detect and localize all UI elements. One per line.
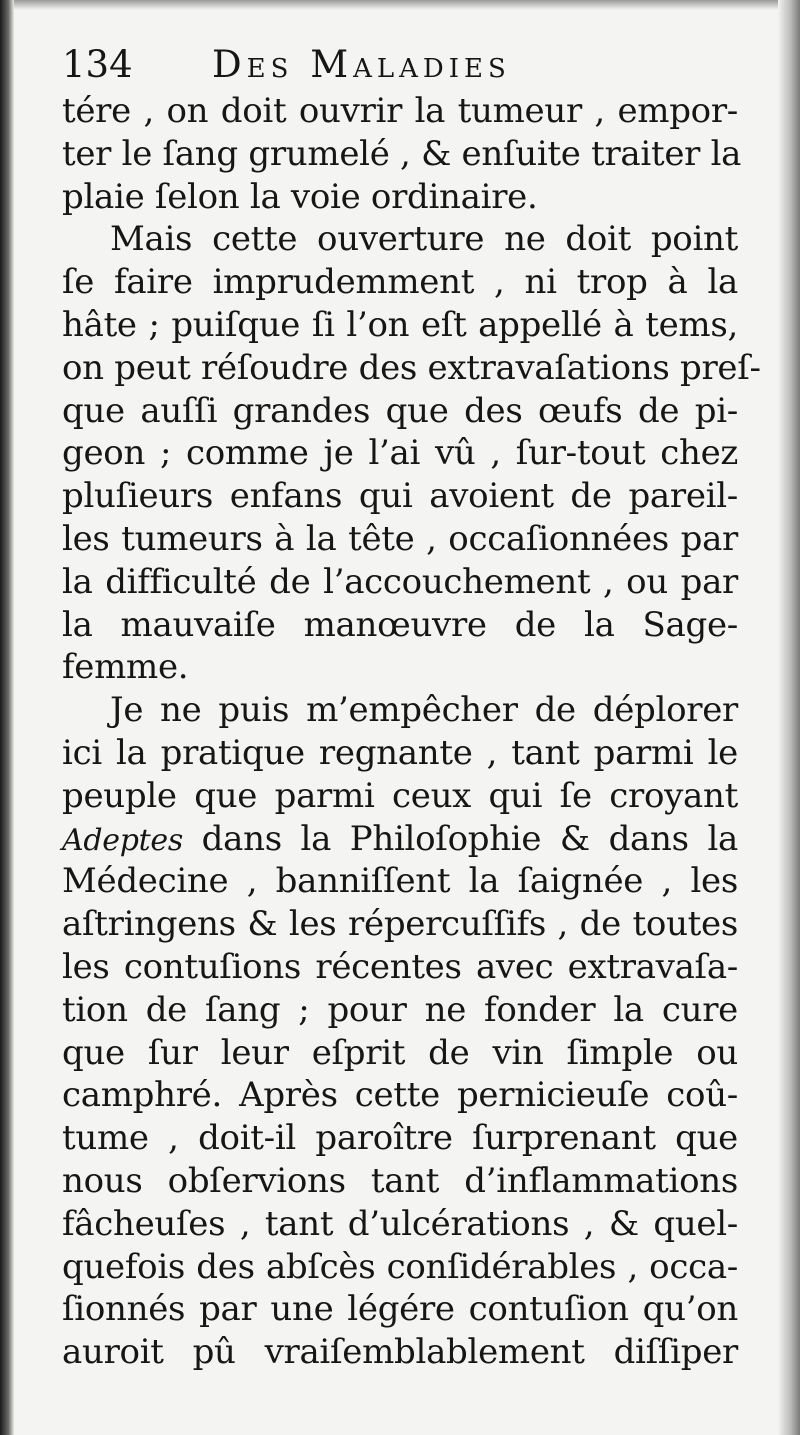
text-line-18 <box>62 818 738 861</box>
page-edge-right <box>778 0 800 1435</box>
text-line-17: peuple que parmi ceux qui ſe croyant <box>62 775 738 816</box>
text-line-1: tére , on doit ouvrir la tumeur , empor- <box>62 91 738 131</box>
text-line-23: que ſur leur eſprit de vin ſimple ou <box>62 1032 738 1073</box>
text-line-11: les tumeurs à la tête , occaſionnées par <box>62 518 738 559</box>
text-line-3: plaie ſelon la voie ordinaire. <box>62 176 538 217</box>
text-line-8: que auſſi grandes que des œufs de pi- <box>62 390 738 431</box>
text-line-12: la difficulté de l’accouchement , ou par <box>62 561 738 602</box>
text-line-4: Mais cette ouverture ne doit point <box>110 219 738 260</box>
text-line-16: ici la pratique regnante , tant parmi le <box>62 732 738 773</box>
text-line-10: pluſieurs enfans qui avoient de pareil- <box>62 476 738 517</box>
text-line-22: tion de ſang ; pour ne fonder la cure <box>62 989 738 1030</box>
text-line-7: on peut réſoudre des extravaſations preſ- <box>62 347 761 388</box>
page-edge-left <box>0 0 14 1435</box>
text-line-18-rest: dans la Philoſophie & dans la <box>201 818 739 859</box>
running-header <box>62 40 738 90</box>
text-line-29: ſionnés par une légére contuſion qu’on <box>62 1289 738 1330</box>
italic-word-adeptes: Adeptes <box>62 822 183 858</box>
text-line-2: ter le ſang grumelé , & enſuite traiter la <box>62 133 742 174</box>
text-line-14: femme. <box>62 647 189 688</box>
text-line-30: auroit pû vraiſemblablement diſſiper <box>62 1332 738 1373</box>
text-line-25: tume , doit-il paroître ſurprenant que <box>62 1118 738 1159</box>
page-edge-top <box>0 0 800 10</box>
text-line-6: hâte ; puiſque ſi l’on eſt appellé à tems, <box>62 304 738 345</box>
text-line-21: les contuſions récentes avec extravaſa- <box>62 946 738 987</box>
text-line-15: Je ne puis m’empêcher de déplorer <box>110 690 738 731</box>
page-number: 134 <box>62 43 133 86</box>
text-line-13: la mauvaiſe manœuvre de la Sage- <box>62 604 738 645</box>
text-line-27: fâcheuſes , tant d’ulcérations , & quel- <box>62 1203 738 1244</box>
text-line-26: nous obſervions tant d’inflammations <box>62 1160 738 1201</box>
text-line-9: geon ; comme je l’ai vû , ſur-tout chez <box>62 433 738 474</box>
text-line-5: ſe faire imprudemment , ni trop à la <box>62 262 738 303</box>
running-title: Des Maladies <box>212 43 511 86</box>
text-line-28: quefois des abſcès conſidérables , occa- <box>62 1246 738 1287</box>
text-line-19: Médecine , banniſſent la ſaignée , les <box>62 861 738 902</box>
text-line-20: aſtringens & les répercuſſifs , de toutes <box>62 904 738 945</box>
text-line-24: camphré. Après cette pernicieuſe coû- <box>62 1075 738 1116</box>
text-block <box>62 40 761 1374</box>
